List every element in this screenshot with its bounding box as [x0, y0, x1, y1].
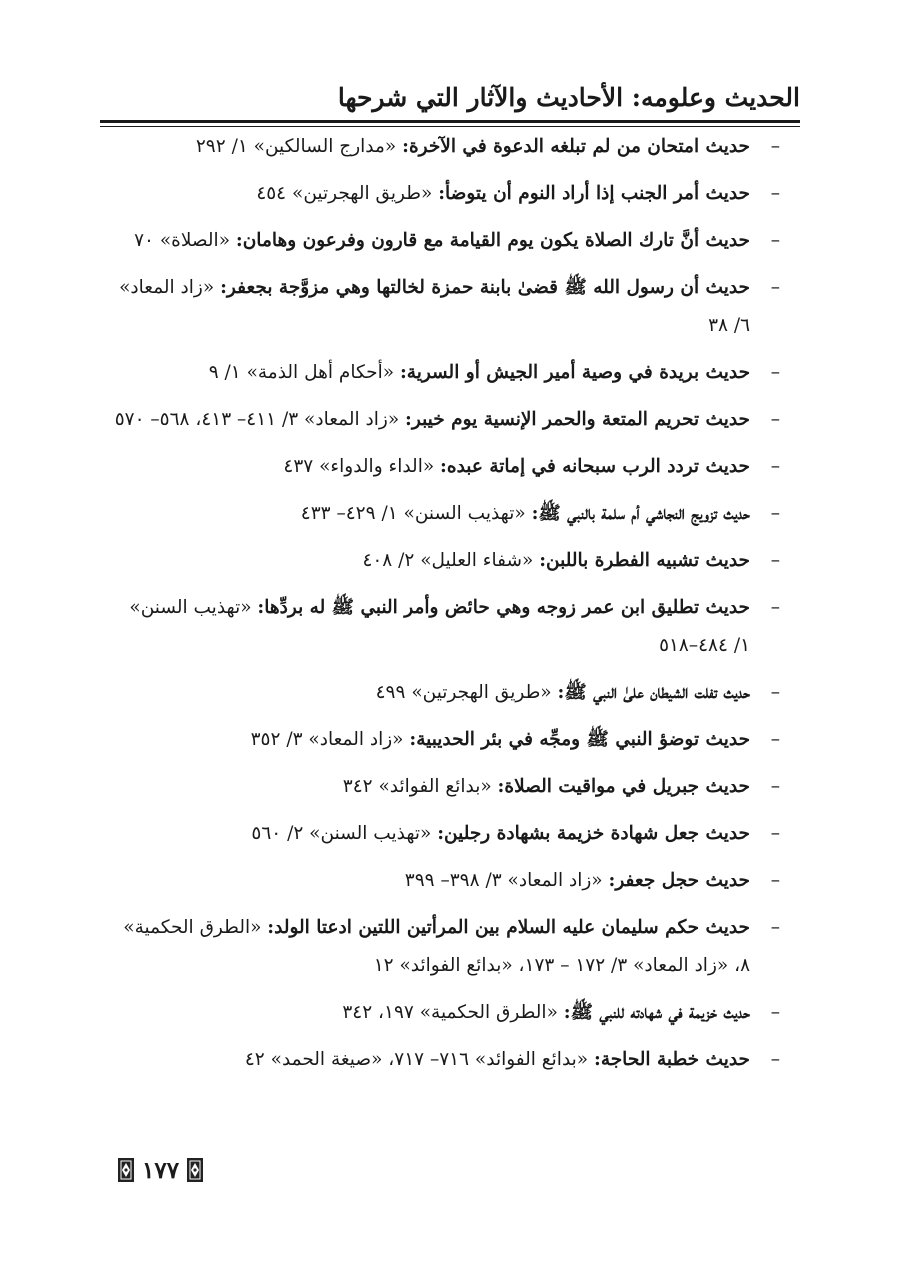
- source-reference: «بدائع الفوائد» ٣٤٢: [342, 776, 498, 797]
- hadith-title: حديث تحريم المتعة والحمر الإنسية يوم خيبر:: [405, 409, 750, 430]
- list-dash: –: [770, 597, 780, 618]
- list-item: [110, 495, 780, 533]
- hadith-title: حديث أنَّ تارك الصلاة يكون يوم القيامة مع قارون وفرعون وهامان:: [235, 230, 750, 251]
- list-item: [110, 448, 780, 486]
- hadith-title: حديث جعل شهادة خزيمة بشهادة رجلين:: [437, 823, 750, 844]
- source-reference: «زاد المعاد» ٣/ ٣٩٨– ٣٩٩: [404, 870, 609, 891]
- source-reference: «زاد المعاد» ٣/ ٣٥٢: [250, 729, 410, 750]
- list-dash: –: [770, 409, 780, 430]
- list-dash: –: [770, 1002, 780, 1023]
- hadith-title: حديث جبريل في مواقيت الصلاة:: [497, 776, 750, 797]
- hadith-title: حديث تطليق ابن عمر زوجه وهي حائض وأمر النبي ﷺ له بردِّها:: [257, 597, 750, 618]
- list-item: [110, 128, 780, 166]
- list-dash: –: [770, 729, 780, 750]
- list-dash: –: [770, 870, 780, 891]
- list-dash: –: [770, 230, 780, 251]
- list-dash: –: [770, 456, 780, 477]
- source-reference: «بدائع الفوائد» ٧١٦– ٧١٧، «صيغة الحمد» ٤٢: [244, 1049, 594, 1070]
- list-dash: –: [770, 503, 780, 524]
- hadith-title: حديث تزويج النجاشي أم سلمة بالنبي ﷺ:: [531, 503, 750, 524]
- source-reference: «الطرق الحكمية» ١٩٧، ٣٤٢: [342, 1002, 564, 1023]
- source-reference: «الداء والدواء» ٤٣٧: [283, 456, 441, 477]
- decorative-ornament-icon: [187, 1158, 203, 1182]
- hadith-title: حديث تفلت الشيطان علىٰ النبي ﷺ:: [557, 682, 750, 703]
- hadith-title: حديث امتحان من لم تبلغه الدعوة في الآخرة:: [402, 136, 750, 157]
- list-dash: –: [770, 682, 780, 703]
- list-item: [110, 222, 780, 260]
- list-dash: –: [770, 776, 780, 797]
- list-dash: –: [770, 136, 780, 157]
- hadith-title: حديث خطبة الحاجة:: [594, 1049, 750, 1070]
- decorative-ornament-icon: [118, 1158, 134, 1182]
- hadith-title: حديث خزيمة في شهادته للنبي ﷺ:: [563, 1002, 750, 1023]
- page-title: الحديث وعلومه: الأحاديث والآثار التي شرحها: [337, 83, 800, 112]
- list-dash: –: [770, 1049, 780, 1070]
- source-reference: «طريق الهجرتين» ٤٥٤: [256, 183, 439, 204]
- list-item: [110, 401, 780, 439]
- source-reference: «مدارج السالكين» ١/ ٢٩٢: [195, 136, 403, 157]
- header-rule-thick: [100, 120, 800, 123]
- list-item: [110, 909, 780, 985]
- hadith-title: حديث حكم سليمان عليه السلام بين المرأتين اللتين ادعتا الولد:: [267, 917, 750, 938]
- source-reference: «الطرق الحكمية» ٨، «زاد المعاد» ٣/ ١٧٢ – ١٧٣، «بدائع الفوائد» ١٢: [123, 917, 750, 976]
- hadith-title: حديث أمر الجنب إذا أراد النوم أن يتوضأ:: [438, 183, 750, 204]
- source-reference: «أحكام أهل الذمة» ١/ ٩: [208, 362, 400, 383]
- list-item: [110, 721, 780, 759]
- list-item: [110, 768, 780, 806]
- list-dash: –: [770, 183, 780, 204]
- hadith-title: حديث حجل جعفر:: [608, 870, 750, 891]
- list-item: [110, 1041, 780, 1079]
- list-item: [110, 862, 780, 900]
- list-dash: –: [770, 362, 780, 383]
- source-reference: «شفاء العليل» ٢/ ٤٠٨: [362, 550, 540, 571]
- hadith-title: حديث توضؤ النبي ﷺ ومجِّه في بئر الحديبية:: [409, 729, 750, 750]
- list-item: [110, 589, 780, 665]
- hadith-title: حديث تردد الرب سبحانه في إماتة عبده:: [440, 456, 750, 477]
- list-item: [110, 542, 780, 580]
- list-item: [110, 269, 780, 345]
- list-item: [110, 815, 780, 853]
- source-reference: «تهذيب السنن» ١/ ٤٨٤–٥١٨: [129, 597, 750, 656]
- source-reference: «تهذيب السنن» ١/ ٤٢٩– ٤٣٣: [300, 503, 532, 524]
- list-item: [110, 674, 780, 712]
- hadith-title: حديث أن رسول الله ﷺ قضىٰ بابنة حمزة لخالتها وهي مزوَّجة بجعفر:: [220, 277, 750, 298]
- page-number: ١٧٧: [142, 1156, 180, 1184]
- header-rule-thin: [100, 126, 800, 127]
- list-dash: –: [770, 823, 780, 844]
- list-item: [110, 175, 780, 213]
- list-dash: –: [770, 277, 780, 298]
- list-item: [110, 994, 780, 1032]
- list-dash: –: [770, 917, 780, 938]
- hadith-index-list: [110, 128, 780, 1088]
- page-footer: [118, 1150, 203, 1190]
- list-item: [110, 354, 780, 392]
- source-reference: «طريق الهجرتين» ٤٩٩: [375, 682, 558, 703]
- hadith-title: حديث تشبيه الفطرة باللبن:: [539, 550, 750, 571]
- source-reference: «تهذيب السنن» ٢/ ٥٦٠: [251, 823, 438, 844]
- hadith-title: حديث بريدة في وصية أمير الجيش أو السرية:: [399, 362, 750, 383]
- list-dash: –: [770, 550, 780, 571]
- running-header: [100, 78, 800, 127]
- source-reference: «زاد المعاد» ٦/ ٣٨: [119, 277, 750, 336]
- source-reference: «زاد المعاد» ٣/ ٤١١– ٤١٣، ٥٦٨– ٥٧٠: [114, 409, 406, 430]
- source-reference: «الصلاة» ٧٠: [134, 230, 236, 251]
